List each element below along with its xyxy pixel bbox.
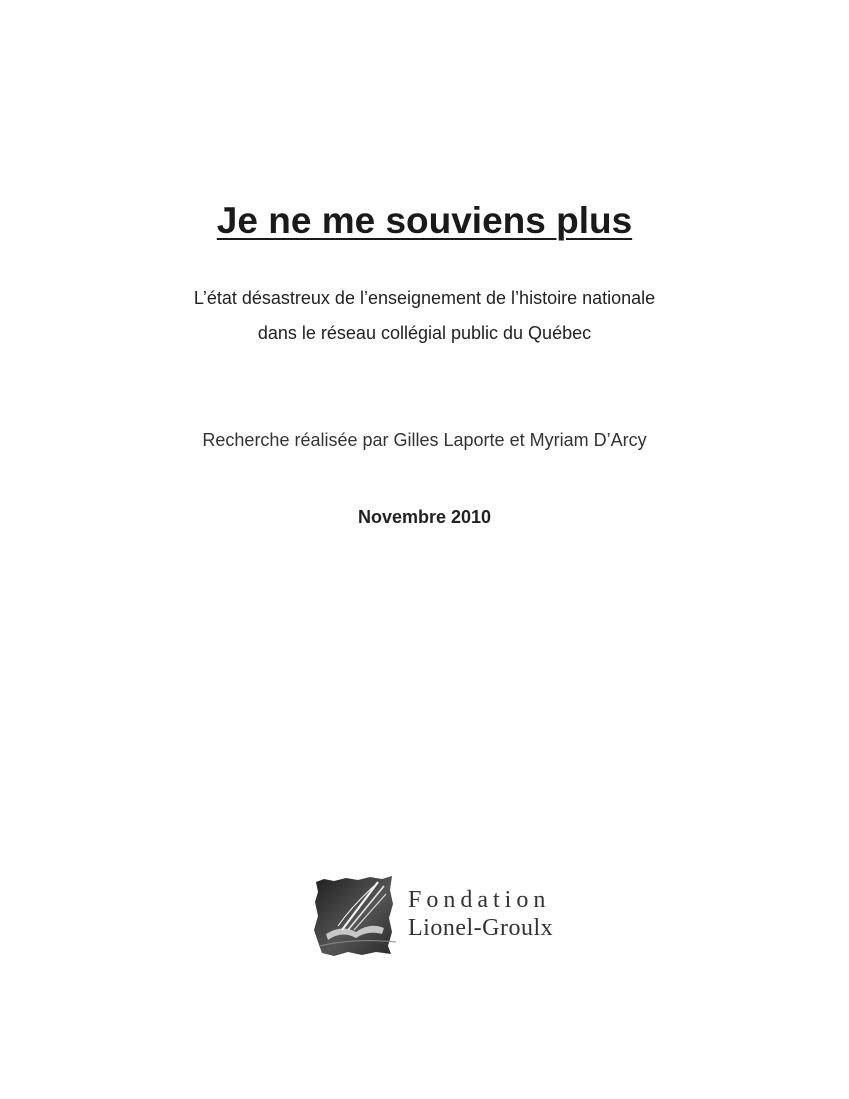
subtitle-line-1: L’état désastreux de l’enseignement de l’histoire nationale — [193, 288, 656, 308]
logo-line-2: Lionel-Groulx — [408, 915, 554, 941]
document-title — [0, 200, 849, 242]
subtitle-line-2: dans le réseau collégial public du Québec — [257, 323, 592, 343]
document-title-text: Je ne me souviens plus — [216, 200, 633, 241]
document-subtitle — [0, 281, 849, 351]
logo-line-1: Fondation — [408, 887, 551, 913]
authors-credit: Recherche réalisée par Gilles Laporte et Myriam D’Arcy — [202, 430, 647, 450]
logo-wordmark — [408, 886, 553, 942]
publication-date: Novembre 2010 — [357, 507, 492, 527]
foundation-logo — [312, 872, 572, 962]
quill-logo-icon — [312, 872, 396, 958]
